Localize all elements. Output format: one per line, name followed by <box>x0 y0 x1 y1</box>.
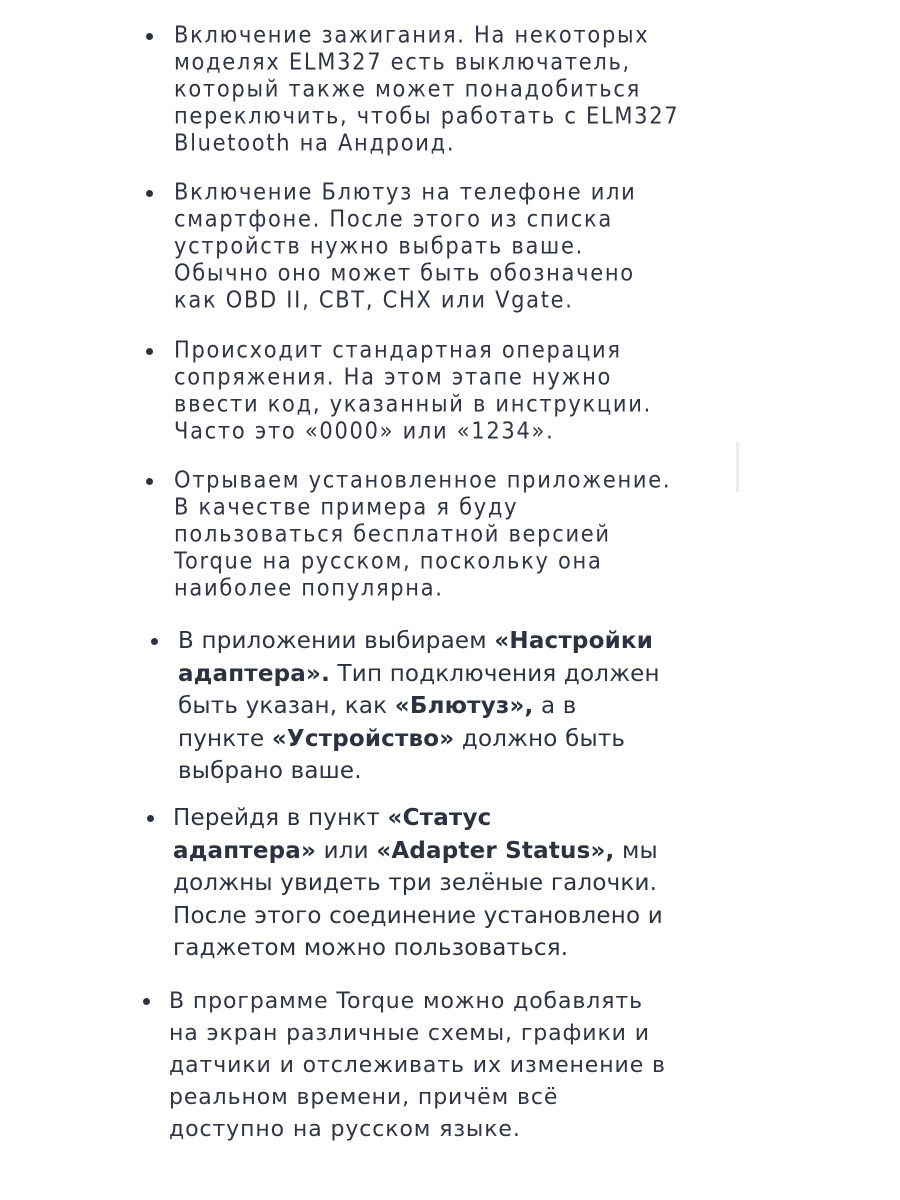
list-item-text: В приложении выбираем «Настройки адаптера». Тип подключения должен быть указан, как «Блютуз», а в пункте «Устройство» должно быть выбрано ваше. <box>178 628 660 784</box>
bullet-icon <box>151 638 158 645</box>
bullet-icon <box>146 478 153 485</box>
list-item-text: Включение Блютуз на телефоне или смартфоне. После этого из списка устройств нужно выбрать ваше. Обычно оно может быть обозначено как OBD II, CBT, CHX или Vgate. <box>174 179 637 313</box>
bullet-icon <box>146 33 153 40</box>
list-item-text: Включение зажигания. На некоторых моделях ELM327 есть выключатель, который также может понадобиться переключить, чтобы работать с ELM327 Bluetooth на Андроид. <box>174 22 680 156</box>
list-item-text: Происходит стандартная операция сопряжения. На этом этапе нужно ввести код, указанный в инструкции. Часто это «0000» или «1234». <box>174 337 652 444</box>
bullet-icon <box>146 348 153 355</box>
scroll-indicator <box>736 442 739 492</box>
bullet-icon <box>147 815 154 822</box>
list-item-text: Отрываем установленное приложение. В качестве примера я буду пользоваться бесплатной версией Torque на русском, поскольку она наиболее популярна. <box>174 467 672 601</box>
bullet-icon <box>146 190 153 197</box>
bullet-icon <box>143 998 150 1005</box>
list-item-text: Перейдя в пункт «Статус адаптера» или «Adapter Status», мы должны увидеть три зелёные галочки. После этого соединение установлено и гаджетом можно пользоваться. <box>173 805 663 961</box>
list-item-text: В программе Torque можно добавлять на экран различные схемы, графики и датчики и отслеживать их изменение в реальном времени, причём всё доступно на русском языке. <box>169 989 666 1142</box>
